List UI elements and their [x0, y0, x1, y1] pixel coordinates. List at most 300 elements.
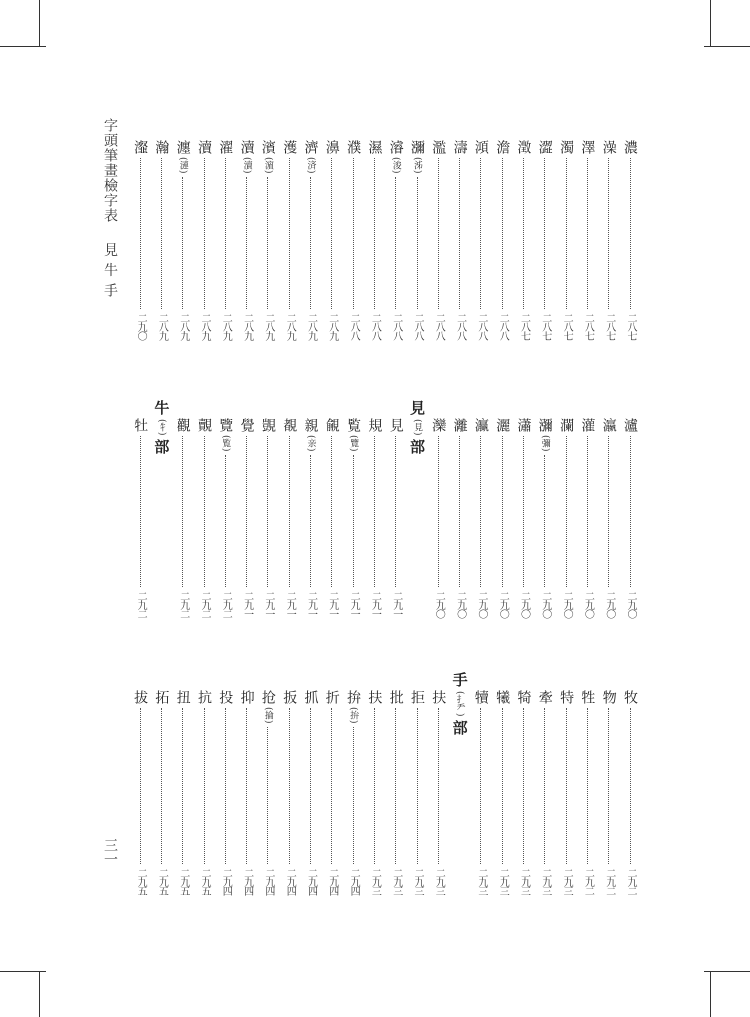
index-entry — [556, 140, 576, 340]
index-entry — [428, 418, 448, 618]
entry-page-number: 二九五 — [135, 868, 147, 895]
entry-page-number: 二九三 — [475, 868, 487, 895]
leader-dots — [140, 158, 141, 309]
index-entry — [237, 140, 257, 340]
index-entry — [151, 140, 171, 340]
entry-character: 拒 — [409, 690, 425, 704]
leader-dots — [502, 158, 503, 309]
leader-dots — [630, 436, 631, 587]
leader-dots — [544, 158, 545, 309]
entry-page-number: 二八七 — [582, 313, 594, 340]
entry-character: 犄 — [515, 690, 532, 704]
page-number: 三一 — [102, 838, 118, 866]
entry-page-number: 二九四 — [220, 868, 232, 895]
entry-page-number: 二九三 — [561, 868, 573, 895]
entry-variant: ( 彌 ) — [535, 435, 555, 451]
leader-dots — [587, 708, 588, 864]
index-entry — [450, 418, 470, 618]
entry-page-number: 二九〇 — [582, 591, 594, 618]
leader-dots — [331, 708, 332, 864]
leader-dots — [587, 158, 588, 309]
entry-page-number: 二九二 — [603, 868, 615, 895]
entry-character: 牲 — [579, 690, 596, 704]
index-entry — [535, 418, 555, 618]
leader-dots — [289, 436, 290, 587]
leader-dots — [140, 436, 141, 587]
index-entry — [428, 140, 448, 340]
index-entry — [364, 140, 384, 340]
crop-mark — [710, 971, 711, 1017]
entry-character: 濃 — [622, 140, 638, 154]
entry-character: 澀 — [536, 140, 553, 154]
crop-mark — [710, 0, 711, 46]
entry-page-number: 二八八 — [454, 313, 466, 340]
entry-page-number: 二九四 — [305, 868, 317, 895]
entry-character: 批 — [387, 690, 404, 704]
leader-dots — [204, 436, 205, 587]
leader-dots — [480, 158, 481, 309]
index-entry — [471, 140, 491, 340]
entry-character: 濩 — [281, 140, 298, 154]
entry-page-number: 二九三 — [433, 868, 445, 895]
entry-variant: ( 済 ) — [301, 157, 321, 173]
leader-dots — [246, 436, 247, 587]
index-entry — [173, 690, 193, 895]
index-entry — [471, 418, 491, 618]
index-entry — [620, 140, 640, 340]
entry-page-number: 二八七 — [539, 313, 551, 340]
index-entry — [279, 418, 299, 618]
entry-character: 親 — [302, 418, 319, 432]
crop-mark — [704, 971, 750, 972]
entry-character: 投 — [217, 690, 234, 704]
entry-page-number: 二八八 — [497, 313, 509, 340]
index-entry — [364, 690, 384, 895]
entry-character: 濁 — [558, 140, 575, 154]
index-entry — [620, 690, 640, 895]
entry-page-number: 二九四 — [284, 868, 296, 895]
index-entry — [577, 690, 597, 895]
index-entry — [492, 418, 512, 618]
entry-character: 瀍 — [174, 140, 191, 154]
entry-page-number: 二九一 — [390, 591, 402, 618]
entry-page-number: 二九四 — [262, 868, 274, 895]
entry-character: 瀣 — [132, 140, 149, 154]
leader-dots — [502, 436, 503, 587]
entry-character: 覬 — [259, 418, 276, 432]
entry-character: 灤 — [430, 418, 447, 432]
index-entry — [322, 418, 342, 618]
entry-page-number: 二八八 — [369, 313, 381, 340]
section-suffix: 部 — [408, 439, 426, 455]
entry-character: 拔 — [132, 690, 149, 704]
entry-page-number: 二八八 — [412, 313, 423, 340]
index-entry — [599, 140, 619, 340]
index-entry — [322, 140, 342, 340]
index-entry — [492, 140, 512, 340]
entry-page-number: 二九〇 — [625, 591, 636, 618]
entry-character: 抑 — [238, 690, 255, 704]
entry-page-number: 二八九 — [177, 313, 189, 340]
index-entry — [194, 140, 214, 340]
index-entry — [577, 140, 597, 340]
crop-mark — [0, 971, 46, 972]
leader-dots — [310, 708, 311, 864]
entry-page-number: 二八八 — [433, 313, 445, 340]
entry-character: 濬 — [387, 140, 404, 154]
entry-character: 瀛 — [600, 418, 617, 432]
index-entry — [450, 140, 470, 340]
entry-page-number: 二九〇 — [603, 591, 615, 618]
leader-dots — [246, 708, 247, 864]
index-entry — [514, 418, 534, 618]
entry-page-number: 二九一 — [241, 591, 253, 618]
leader-dots — [566, 708, 567, 864]
entry-page-number: 二八九 — [326, 313, 338, 340]
entry-page-number: 二九〇 — [497, 591, 509, 618]
leader-dots — [523, 708, 524, 864]
index-entry — [194, 690, 214, 895]
entry-character: 澹 — [494, 140, 511, 154]
index-entry — [386, 418, 406, 618]
entry-page-number: 二九五 — [177, 868, 189, 895]
entry-character: 灕 — [451, 418, 468, 432]
entry-page-number: 二九一 — [326, 591, 338, 618]
entry-character: 物 — [600, 690, 617, 704]
entry-character: 覽 — [217, 418, 234, 432]
crop-mark — [704, 46, 750, 47]
entry-page-number: 二九二 — [625, 868, 636, 895]
leader-dots — [374, 436, 375, 587]
entry-variant: ( 覧 ) — [215, 435, 235, 451]
entry-character: 抓 — [302, 690, 319, 704]
index-entry — [514, 690, 534, 895]
entry-page-number: 二九二 — [199, 591, 210, 618]
entry-page-number: 二八七 — [518, 313, 530, 340]
entry-variant: ( 覽 ) — [343, 435, 363, 451]
entry-character: 覩 — [281, 418, 298, 432]
leader-dots — [331, 436, 332, 587]
leader-dots — [182, 708, 183, 864]
entry-character: 規 — [366, 418, 383, 432]
entry-page-number: 二九〇 — [475, 591, 487, 618]
entry-character: 折 — [323, 690, 340, 704]
entry-page-number: 二九三 — [412, 868, 423, 895]
entry-character: 牧 — [622, 690, 638, 704]
entry-character: 澤 — [579, 140, 596, 154]
entry-character: 牡 — [132, 418, 149, 432]
index-entry — [279, 690, 299, 895]
leader-dots — [182, 436, 183, 587]
entry-character: 特 — [558, 690, 575, 704]
index-entry — [471, 690, 491, 895]
running-head — [100, 118, 120, 298]
leader-dots — [289, 158, 290, 309]
index-entry — [343, 140, 363, 340]
index-entry — [407, 690, 427, 895]
entry-page-number: 二九二 — [582, 868, 594, 895]
running-head-sections: 見 牛 手 — [102, 242, 118, 299]
entry-character: 濱 — [259, 140, 276, 154]
section-radical: 見 — [408, 400, 426, 415]
index-entry — [407, 140, 427, 340]
entry-variant: ( 掄 ) — [258, 707, 278, 723]
index-entry — [556, 690, 576, 895]
entry-page-number: 二八八 — [475, 313, 487, 340]
entry-character: 覦 — [323, 418, 340, 432]
leader-dots — [374, 708, 375, 864]
entry-page-number: 二九〇 — [454, 591, 466, 618]
index-entry — [599, 418, 619, 618]
section-suffix: 部 — [152, 439, 171, 455]
entry-character: 瀰 — [409, 140, 425, 154]
leader-dots — [353, 727, 354, 864]
index-entry — [535, 690, 555, 895]
leader-dots — [395, 708, 396, 864]
leader-dots — [630, 158, 631, 309]
leader-dots — [331, 158, 332, 309]
index-entry — [301, 418, 321, 618]
entry-page-number: 二九五 — [156, 868, 168, 895]
index-entry — [279, 140, 299, 340]
leader-dots — [438, 158, 439, 309]
entry-page-number: 二九一 — [262, 591, 274, 618]
index-entry — [386, 140, 406, 340]
leader-dots — [459, 436, 460, 587]
entry-character: 灑 — [494, 418, 511, 432]
leader-dots — [353, 455, 354, 587]
index-entry — [258, 418, 278, 618]
entry-page-number: 二九二 — [177, 591, 189, 618]
index-entry — [258, 140, 278, 340]
entry-page-number: 二九〇 — [135, 313, 147, 340]
entry-page-number: 二九三 — [539, 868, 551, 895]
entry-character: 扶 — [430, 690, 447, 704]
leader-dots — [140, 708, 141, 864]
entry-character: 犧 — [494, 690, 511, 704]
leader-dots — [267, 727, 268, 864]
index-entry — [151, 690, 171, 895]
leader-dots — [480, 436, 481, 587]
index-entry — [301, 690, 321, 895]
entry-page-number: 二九二 — [220, 591, 232, 618]
index-entry — [194, 418, 214, 618]
entry-character: 灜 — [472, 418, 489, 432]
leader-dots — [630, 708, 631, 864]
leader-dots — [480, 708, 481, 864]
entry-character: 瀰 — [536, 418, 553, 432]
leader-dots — [608, 158, 609, 309]
entry-character: 瀟 — [515, 418, 532, 432]
leader-dots — [161, 158, 162, 309]
leader-dots — [395, 177, 396, 309]
entry-variant: ( 濵 ) — [258, 157, 278, 173]
leader-dots — [395, 436, 396, 587]
entry-page-number: 二九三 — [518, 868, 530, 895]
entry-character: 扶 — [366, 690, 383, 704]
entry-page-number: 二八八 — [348, 313, 360, 340]
entry-character: 見 — [387, 418, 404, 432]
crop-mark — [0, 46, 46, 47]
leader-dots — [608, 436, 609, 587]
entry-page-number: 二八九 — [305, 313, 317, 340]
entry-character: 抢 — [259, 690, 276, 704]
index-entry — [599, 690, 619, 895]
leader-dots — [267, 436, 268, 587]
leader-dots — [502, 708, 503, 864]
entry-character: 澂 — [515, 140, 532, 154]
entry-variant: ( 漣 ) — [173, 157, 193, 173]
leader-dots — [246, 177, 247, 309]
entry-page-number: 二八九 — [262, 313, 274, 340]
index-entry — [556, 418, 576, 618]
section-heading — [149, 400, 173, 454]
entry-character: 濤 — [451, 140, 468, 154]
entry-character: 濟 — [302, 140, 319, 154]
index-entry — [215, 418, 235, 618]
entry-page-number: 二九四 — [241, 868, 253, 895]
leader-dots — [417, 708, 418, 864]
leader-dots — [523, 436, 524, 587]
index-entry — [343, 418, 363, 618]
entry-character: 瀆 — [238, 140, 255, 154]
entry-page-number: 二八九 — [241, 313, 253, 340]
entry-character: 牽 — [536, 690, 553, 704]
entry-page-number: 二九四 — [348, 868, 360, 895]
index-entry — [173, 418, 193, 618]
leader-dots — [608, 708, 609, 864]
entry-page-number: 二九三 — [497, 868, 509, 895]
entry-page-number: 二八七 — [561, 313, 573, 340]
entry-variant: ( 瀆 ) — [237, 157, 257, 173]
entry-character: 瀘 — [622, 418, 638, 432]
entry-character: 灌 — [579, 418, 596, 432]
entry-character: 瀆 — [196, 140, 212, 154]
entry-character: 覧 — [345, 418, 362, 432]
index-entry — [130, 418, 150, 618]
section-variant: ( 牜 ) — [151, 419, 171, 435]
index-entry — [237, 690, 257, 895]
entry-character: 覺 — [238, 418, 255, 432]
entry-character: 扭 — [174, 690, 191, 704]
entry-character: 濞 — [323, 140, 340, 154]
entry-page-number: 二九一 — [284, 591, 296, 618]
leader-dots — [225, 455, 226, 587]
index-entry — [428, 690, 448, 895]
entry-variant: ( 浚 ) — [386, 157, 406, 173]
section-heading — [448, 672, 472, 735]
index-entry — [322, 690, 342, 895]
leader-dots — [374, 158, 375, 309]
leader-dots — [225, 708, 226, 864]
index-entry — [237, 418, 257, 618]
entry-page-number: 二八九 — [220, 313, 232, 340]
index-entry — [535, 140, 555, 340]
index-entry — [215, 140, 235, 340]
leader-dots — [523, 158, 524, 309]
index-entry — [343, 690, 363, 895]
index-entry — [130, 690, 150, 895]
section-variant: ( 扌龵 ) — [450, 691, 470, 716]
index-entry — [130, 140, 150, 340]
crop-mark — [39, 0, 40, 46]
leader-dots — [161, 708, 162, 864]
entry-variant: ( 泲 ) — [407, 157, 427, 173]
entry-page-number: 二九二 — [135, 591, 147, 618]
entry-character: 濮 — [345, 140, 362, 154]
leader-dots — [310, 455, 311, 587]
index-entry — [258, 690, 278, 895]
entry-page-number: 二九四 — [326, 868, 338, 895]
leader-dots — [438, 708, 439, 864]
entry-page-number: 二九一 — [348, 591, 360, 618]
entry-page-number: 二九〇 — [539, 591, 551, 618]
entry-character: 瀾 — [558, 418, 575, 432]
index-entry — [577, 418, 597, 618]
leader-dots — [267, 177, 268, 309]
running-head-title: 字頭筆畫檢字表 — [102, 118, 118, 223]
leader-dots — [289, 708, 290, 864]
section-radical: 手 — [450, 672, 469, 687]
index-entry — [215, 690, 235, 895]
index-entry — [492, 690, 512, 895]
leader-dots — [566, 158, 567, 309]
entry-character: 覿 — [196, 418, 212, 432]
entry-page-number: 二八七 — [625, 313, 636, 340]
entry-character: 拚 — [345, 690, 362, 704]
index-entry — [173, 140, 193, 340]
entry-character: 澡 — [600, 140, 617, 154]
entry-page-number: 二九〇 — [518, 591, 530, 618]
section-suffix: 部 — [450, 720, 469, 736]
entry-page-number: 二八七 — [603, 313, 615, 340]
entry-page-number: 二九〇 — [433, 591, 445, 618]
entry-character: 濯 — [217, 140, 234, 154]
section-radical: 牛 — [152, 400, 171, 415]
entry-character: 犢 — [472, 690, 489, 704]
entry-page-number: 二九一 — [305, 591, 317, 618]
entry-character: 濫 — [430, 140, 447, 154]
entry-character: 抗 — [196, 690, 212, 704]
leader-dots — [417, 177, 418, 309]
leader-dots — [438, 436, 439, 587]
leader-dots — [353, 158, 354, 309]
entry-character: 瀚 — [153, 140, 170, 154]
index-entry — [364, 418, 384, 618]
crop-mark — [39, 971, 40, 1017]
section-variant: ( 見 ) — [407, 419, 427, 435]
index-entry — [301, 140, 321, 340]
leader-dots — [459, 158, 460, 309]
entry-variant: ( 拚 ) — [343, 707, 363, 723]
leader-dots — [310, 177, 311, 309]
leader-dots — [544, 455, 545, 587]
leader-dots — [587, 436, 588, 587]
entry-page-number: 二九五 — [199, 868, 210, 895]
entry-page-number: 二八九 — [156, 313, 168, 340]
leader-dots — [566, 436, 567, 587]
entry-character: 拓 — [153, 690, 170, 704]
leader-dots — [225, 158, 226, 309]
entry-page-number: 二八九 — [199, 313, 210, 340]
section-heading — [405, 400, 429, 454]
leader-dots — [204, 708, 205, 864]
entry-variant: ( 亲 ) — [301, 435, 321, 451]
entry-page-number: 二八八 — [390, 313, 402, 340]
entry-character: 觀 — [174, 418, 191, 432]
index-entry — [620, 418, 640, 618]
entry-page-number: 二八九 — [284, 313, 296, 340]
